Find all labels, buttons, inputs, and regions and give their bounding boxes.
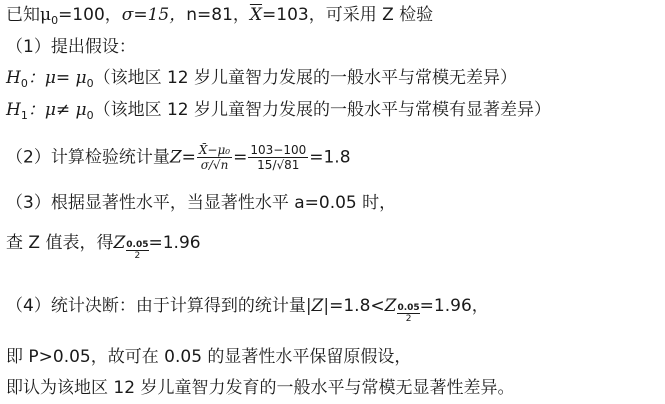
formula-denominator: σ/√n: [200, 158, 229, 172]
given-line: [6, 4, 433, 32]
alpha-denominator-2: 2: [405, 314, 412, 324]
h0-text: （该地区 12 岁儿童智力发展的一般水平与常模无差异）: [93, 68, 518, 88]
z-critical-symbol: Z: [113, 233, 126, 253]
h1-symbol: H: [6, 100, 21, 120]
conclusion-line2: 即认为该地区 12 岁儿童智力发育的一般水平与常模无显著性差异。: [6, 378, 515, 398]
step4-prefix: （4）统计决断：由于计算得到的统计量: [6, 296, 306, 316]
mu-subscript: 0: [51, 14, 59, 27]
step3-line2: [6, 232, 201, 261]
step3-line1: （3）根据显著性水平，当显著性水平 a=0.05 时，: [6, 193, 397, 213]
n-value: n=81，: [186, 5, 250, 25]
h1-line: [6, 99, 551, 127]
alpha-half-subscript: [126, 240, 148, 261]
value-denominator: 15/√81: [257, 158, 300, 172]
z-critical-value: =1.96: [148, 233, 201, 253]
step4-line: [6, 295, 489, 324]
z-critical-symbol-2: Z: [384, 296, 397, 316]
abs-z: |Z|: [305, 296, 330, 316]
mu-value: =100，: [58, 5, 122, 25]
h0-relation: ：μ= μ: [27, 68, 87, 88]
h0-line: [6, 67, 517, 95]
z-symbol: Z=: [169, 147, 196, 168]
xbar-value: =103，可采用 Z 检验: [262, 5, 434, 25]
step4-suffix: =1.96，: [419, 296, 489, 316]
mu-symbol: μ: [40, 5, 52, 25]
h1-subscript: 1: [20, 109, 28, 122]
step4-mid: =1.8<: [329, 296, 385, 316]
step3-prefix: 查 Z 值表，得: [6, 233, 114, 253]
h0-symbol: H: [6, 68, 21, 88]
h1-text: （该地区 12 岁儿童智力发展的一般水平与常模有显著差异）: [93, 100, 552, 120]
h0-mu-subscript: 0: [86, 77, 94, 90]
formula-numerator: X̄−μ₀: [198, 143, 231, 157]
value-numerator: 103−100: [250, 143, 307, 157]
equals-sign: =: [233, 147, 248, 168]
alpha-numerator: 0.05: [126, 240, 149, 250]
h1-mu-subscript: 0: [86, 109, 94, 122]
step2-line: [6, 143, 351, 172]
sigma-value: σ=15，: [121, 5, 187, 25]
alpha-half-subscript-2: [397, 303, 419, 324]
value-fraction: [248, 143, 308, 172]
alpha-numerator-2: 0.05: [397, 303, 420, 313]
alpha-denominator: 2: [134, 251, 141, 261]
h1-relation: ：μ≠ μ: [27, 100, 87, 120]
step2-label: （2）计算检验统计量: [6, 147, 170, 168]
formula-fraction: [197, 143, 232, 172]
z-result: =1.8: [309, 147, 351, 168]
h0-subscript: 0: [20, 77, 28, 90]
step1-label: （1）提出假设：: [6, 37, 136, 57]
given-prefix: 已知: [6, 5, 40, 25]
xbar-symbol: $\overline{X}$: [249, 5, 263, 25]
conclusion-line1: 即 P>0.05，故可在 0.05 的显著性水平保留原假设，: [6, 347, 412, 367]
